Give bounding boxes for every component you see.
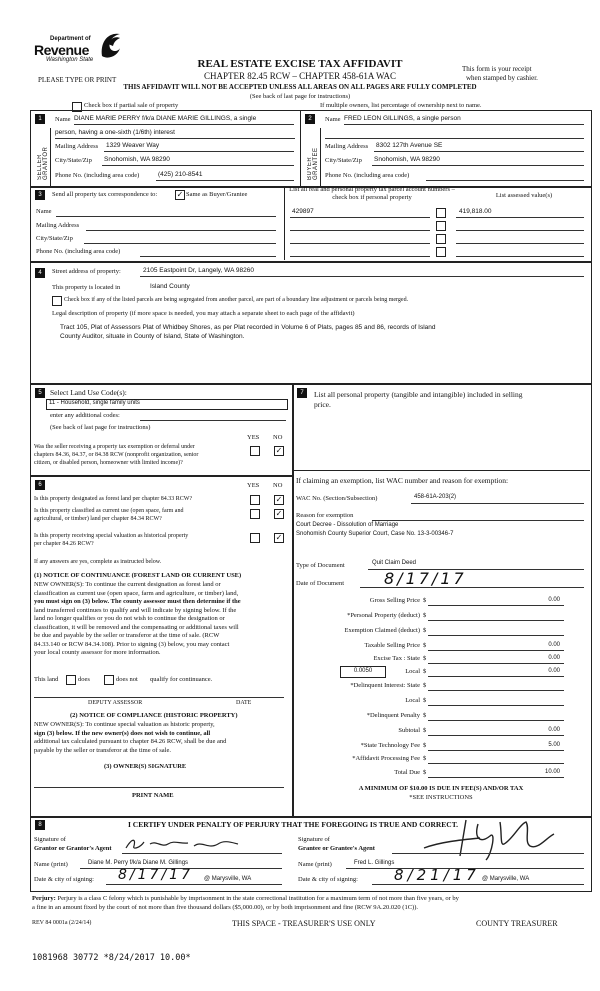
seller-mailing: 1329 Weaver Way — [106, 142, 160, 149]
buyer-name-label: Name — [325, 116, 341, 123]
s6-no: NO — [273, 482, 283, 489]
section-4-box — [30, 262, 592, 384]
calc-row-label: *State Technology Fee — [360, 742, 420, 749]
does-not-checkbox[interactable] — [104, 675, 114, 685]
grantee-city: @ Marysville, WA — [482, 876, 530, 882]
s6-q1-no-checkbox[interactable]: ✓ — [275, 495, 283, 504]
dollar-sign: $ — [423, 697, 427, 704]
notice2-body: NEW OWNER(S): To continue special valuation as historic property, sign (3) below. If the new owner(s) does not wish to continue, all additional tax calculated pursuant to chapter 84.26 RCW, shall be due and payable by the seller or transferor at the time of sale. — [34, 721, 227, 754]
section-7-number: 7 — [297, 388, 307, 398]
multiple-owners-note: If multiple owners, list percentage of ownership next to name. — [320, 102, 482, 109]
calc-row-label: Taxable Selling Price — [364, 642, 420, 649]
dollar-sign: $ — [423, 727, 427, 734]
form-title: REAL ESTATE EXCISE TAX AFFIDAVIT — [197, 58, 403, 70]
personal-property-checkbox-3[interactable] — [436, 234, 446, 244]
section-6-number: 6 — [35, 480, 45, 490]
dollar-sign: $ — [423, 742, 427, 749]
s5-see-back: (See back of last page for instructions) — [50, 424, 151, 431]
grantor-date: 8/17/17 — [118, 867, 193, 883]
county: Island County — [150, 283, 190, 290]
wac-value: 458-61A-203(2) — [414, 494, 457, 500]
legal-line-1: Tract 105, Plat of Assessors Plat of Whidbey Shores, as per Plat recorded in Volume 6 of Plats, pages 85 and 86, records of Island — [60, 324, 436, 331]
buyer-name: FRED LEON GILLINGS, a single person — [344, 115, 461, 122]
exemption-label: If claiming an exemption, list WAC number and reason for exemption: — [296, 476, 509, 485]
segregated-label: Check box if any of the listed parcels are being segregated from another parcel, are part of a boundary line adjustment or parcels being merged. — [64, 297, 409, 303]
receipt-note-2: when stamped by cashier. — [466, 74, 538, 82]
grantor-signature — [122, 834, 242, 854]
s6-if-yes: If any answers are yes, complete as instructed below. — [34, 559, 162, 565]
s3-name-label: Name — [36, 208, 52, 215]
calc-row-label: Local — [405, 697, 420, 704]
minimum-due-note: A MINIMUM OF $10.00 IS DUE IN FEE(S) AND/OR TAX — [358, 785, 524, 792]
county-label: This property is located in — [52, 284, 121, 291]
seller-city-label: City/State/Zip — [55, 157, 92, 164]
seller-name-label: Name — [55, 116, 71, 123]
dollar-sign: $ — [423, 668, 427, 675]
land-use-label: Select Land Use Code(s): — [50, 388, 127, 397]
calc-row-label: *Delinquent Interest: State — [350, 682, 420, 689]
s6-q2-line1: Is this property classified as current use (open space, farm and — [34, 508, 184, 514]
s5-q1-yes-checkbox[interactable] — [250, 446, 260, 456]
section-1-number: 1 — [35, 114, 45, 124]
section-3-number: 3 — [35, 190, 45, 200]
section-4-number: 4 — [35, 268, 45, 278]
seller-phone-label: Phone No. (including area code) — [55, 172, 140, 179]
calc-row-label: *Personal Property (deduct) — [347, 612, 420, 619]
buyer-mailing: 8302 127th Avenue SE — [376, 142, 443, 149]
s3-city-label: City/State/Zip — [36, 235, 73, 242]
s6-q2-yes-checkbox[interactable] — [250, 509, 260, 519]
section-2-number: 2 — [305, 114, 315, 124]
partial-sale-label: Check box if partial sale of property — [84, 102, 179, 109]
s6-q2-line2: agricultural, or timber) land per chapter 84.34 RCW? — [34, 516, 162, 522]
notice2-title: (2) NOTICE OF COMPLIANCE (HISTORIC PROPERTY) — [70, 712, 238, 719]
street-address: 2105 Eastpoint Dr, Langely, WA 98260 — [143, 267, 254, 274]
dollar-sign: $ — [423, 755, 427, 762]
same-as-buyer-label: Same as Buyer/Grantee — [186, 191, 248, 198]
doc-date-label: Date of Document — [296, 580, 345, 587]
logo-revenue: Revenue — [34, 42, 89, 58]
dollar-sign: $ — [423, 712, 427, 719]
s5-q1-line2: chapters 84.36, 84.37, or 84.38 RCW (nonprofit organization, senior — [34, 452, 199, 458]
perjury-label: Perjury: — [32, 895, 56, 902]
calc-row-label: Gross Selling Price — [369, 597, 420, 604]
form-number: REV 84 0001a (2/24/14) — [32, 920, 92, 926]
calc-row-label: Total Due — [394, 769, 420, 776]
dollar-sign: $ — [423, 597, 427, 604]
s6-q3-line1: Is this property receiving special valuation as historical property — [34, 533, 189, 539]
s3-mailing-label: Mailing Address — [36, 222, 80, 229]
grantor-sig-of: Signature of — [34, 836, 66, 843]
calc-row-value: 0.00 — [548, 668, 560, 674]
calc-row-value: 0.00 — [548, 597, 560, 603]
calc-row-label: Exemption Claimed (deduct) — [344, 627, 420, 634]
buyer-mailing-label: Mailing Address — [325, 143, 369, 150]
deputy-date-label: DATE — [236, 700, 252, 706]
treasurer-space: THIS SPACE - TREASURER'S USE ONLY — [232, 919, 376, 928]
dollar-sign: $ — [423, 642, 427, 649]
does-checkbox[interactable] — [66, 675, 76, 685]
dollar-sign: $ — [423, 655, 427, 662]
calc-row-value: 5.00 — [548, 742, 560, 748]
does-not-label: does not — [116, 676, 138, 683]
certify-statement: I CERTIFY UNDER PENALTY OF PERJURY THAT THE FOREGOING IS TRUE AND CORRECT. — [128, 820, 459, 829]
form-subtitle: CHAPTER 82.45 RCW – CHAPTER 458-61A WAC — [204, 71, 396, 81]
logo-state: Washington State — [46, 57, 94, 63]
deputy-assessor-label: DEPUTY ASSESSOR — [88, 700, 143, 706]
s3-phone-label: Phone No. (including area code) — [36, 248, 121, 255]
grantee-name: Fred L. Gillings — [354, 860, 395, 866]
doc-type: Quit Claim Deed — [372, 560, 417, 566]
s6-q3-no-checkbox[interactable]: ✓ — [275, 533, 283, 542]
county-treasurer: COUNTY TREASURER — [476, 919, 558, 928]
doc-date: 8/17/17 — [384, 569, 467, 588]
print-note: PLEASE TYPE OR PRINT — [38, 76, 117, 84]
additional-codes-label: enter any additional codes: — [50, 412, 120, 419]
calc-row-value: 0.00 — [548, 727, 560, 733]
perjury-line2: a fine in an amount fixed by the court of not more than five thousand dollars ($5,000.00), or by both imprisonment and fine (RCW 9A.20.020 (1C)). — [32, 904, 419, 911]
grantee-name-label: Name (print) — [298, 861, 332, 868]
s6-q2-no-checkbox[interactable]: ✓ — [275, 509, 283, 518]
s5-q1-line1: Was the seller receiving a property tax exemption or deferral under — [34, 444, 195, 450]
grantor-sig-label: Grantor or Grantor's Agent — [34, 845, 112, 852]
form-see-back: (See back of last page for instructions) — [249, 93, 351, 100]
grantor-city: @ Marysville, WA — [204, 876, 252, 882]
see-instructions-note: *SEE INSTRUCTIONS — [409, 794, 473, 801]
calc-row-value: 0.00 — [548, 642, 560, 648]
buyer-city-label: City/State/Zip — [325, 157, 362, 164]
personal-property-line1: List all personal property (tangible and intangible) included in selling — [314, 390, 523, 399]
personal-property-line2: price. — [314, 400, 331, 409]
dollar-sign: $ — [423, 682, 427, 689]
grantee-sig-of: Signature of — [298, 836, 330, 843]
logo-swirl-icon — [98, 28, 124, 60]
grantee-date: 8/21/17 — [394, 866, 480, 884]
receipt-note-1: This form is your receipt — [462, 65, 532, 73]
local-rate: 0.0050 — [353, 668, 373, 674]
s6-q1: Is this property designated as forest land per chapter 84.33 RCW? — [34, 496, 193, 502]
seller-phone: (425) 210-8541 — [158, 171, 203, 178]
s6-yes: YES — [247, 482, 260, 489]
reason-label: Reason for exemption — [296, 512, 354, 519]
qualify-label: qualify for continuance. — [150, 676, 213, 683]
calc-row-label: Subtotal — [398, 727, 420, 734]
dollar-sign: $ — [423, 612, 427, 619]
assessed-header: List assessed value(s) — [495, 192, 553, 199]
owner-signature-label: (3) OWNER(S) SIGNATURE — [104, 763, 187, 770]
section-8-number: 8 — [35, 820, 45, 830]
print-name-label: PRINT NAME — [132, 792, 174, 799]
parcel-number: 429897 — [292, 208, 314, 215]
reason-line1: Court Decree - Dissolution of Marriage — [296, 522, 399, 528]
perjury-warning — [32, 895, 459, 902]
this-land-label: This land — [34, 676, 59, 683]
receipt-stamp: 1081968 30772 *8/24/2017 10.00* — [32, 953, 191, 963]
grantee-sig-label: Grantee or Grantee's Agent — [298, 845, 375, 852]
buyer-grantee-label: BUYER GRANTEE — [307, 147, 319, 180]
same-as-buyer-checkbox[interactable]: ✓ — [176, 190, 184, 199]
personal-property-checkbox-1[interactable] — [436, 208, 446, 218]
calc-row-value: 10.00 — [544, 769, 560, 775]
s6-q3-yes-checkbox[interactable] — [250, 533, 260, 543]
calc-row-label: Local — [405, 668, 420, 675]
logo-dept: Department of — [50, 36, 91, 42]
dollar-sign: $ — [423, 627, 427, 634]
calc-row-value: 0.00 — [548, 655, 560, 661]
street-label: Street address of property: — [52, 268, 121, 275]
notice1-title: (1) NOTICE OF CONTINUANCE (FOREST LAND OR CURRENT USE) — [34, 572, 242, 579]
section-5-number: 5 — [35, 388, 45, 398]
assessed-value: 419,818.00 — [459, 208, 492, 215]
calc-row-label: *Affidavit Processing Fee — [352, 755, 420, 762]
s5-q1-no-checkbox[interactable]: ✓ — [275, 446, 283, 455]
s6-q3-line2: per chapter 84.26 RCW? — [34, 541, 94, 547]
land-use-value: 11 - Household, single family units — [49, 400, 140, 406]
wac-label: WAC No. (Section/Subsection) — [296, 495, 378, 502]
parcels-header: List all real and personal property tax parcel account numbers – check box if personal property — [289, 186, 455, 201]
grantee-date-label: Date & city of signing: — [298, 876, 358, 883]
legal-label: Legal description of property (if more space is needed, you may attach a separate sheet to each page of the affidavit) — [52, 310, 355, 317]
form-warning: THIS AFFIDAVIT WILL NOT BE ACCEPTED UNLESS ALL AREAS ON ALL PAGES ARE FULLY COMPLETED — [123, 83, 477, 91]
personal-property-checkbox-2[interactable] — [436, 221, 446, 231]
s5-q1-line3: citizen, or disabled person, homeowner with limited income)? — [34, 460, 183, 466]
notice1-body: NEW OWNER(S): To continue the current designation as forest land or classification as current use (open space, farm and agriculture, or timber) land, you must sign on (3) below. The county assessor must then determine if the land transferred continues to qualify and will indicate by signing below. If the land no longer qualifies or you do not wish to continue the designation or classification, it will be removed and the compensating or additional taxes will be due and payable by the seller or transferor at the time of sale. (RCW 84.33.140 or RCW 84.34.108). Prior to signing (3) below, you may contact your local county assessor for more information. — [34, 581, 241, 656]
seller-mailing-label: Mailing Address — [55, 143, 99, 150]
seller-city: Snohomish, WA 98290 — [104, 156, 170, 163]
buyer-city: Snohomish, WA 98290 — [374, 156, 440, 163]
send-correspondence-label: Send all property tax correspondence to: — [52, 191, 158, 198]
segregated-checkbox[interactable] — [52, 296, 62, 306]
dollar-sign: $ — [423, 769, 427, 776]
seller-name-2: person, having a one-sixth (1/6th) interest — [55, 129, 175, 136]
grantor-date-label: Date & city of signing: — [34, 876, 94, 883]
grantor-name-label: Name (print) — [34, 861, 68, 868]
seller-name-1: DIANE MARIE PERRY f/k/a DIANE MARIE GILLINGS, a single — [74, 115, 257, 122]
does-label: does — [78, 676, 90, 683]
s5-yes: YES — [247, 434, 260, 441]
perjury-line1: Perjury is a class C felony which is punishable by imprisonment in the state correctional institution for a maximum term of not more than five years, or by — [57, 895, 459, 902]
grantor-name: Diane M. Perry f/k/a Diane M. Gillings — [88, 860, 189, 866]
buyer-phone-label: Phone No. (including area code) — [325, 172, 410, 179]
calc-row-label: Excise Tax : State — [373, 655, 420, 662]
reason-line2: Snohomish County Superior Court, Case No. 13-3-00346-7 — [296, 531, 454, 537]
grantee-signature — [420, 814, 560, 862]
s5-no: NO — [273, 434, 283, 441]
legal-line-2: County Auditor, situate in County of Island, State of Washington. — [60, 333, 245, 340]
calc-row-label: *Delinquent Penalty — [366, 712, 420, 719]
s6-q1-yes-checkbox[interactable] — [250, 495, 260, 505]
doc-type-label: Type of Document — [296, 562, 345, 569]
personal-property-checkbox-4[interactable] — [436, 247, 446, 257]
seller-grantor-label: SELLER GRANTOR — [37, 146, 49, 180]
